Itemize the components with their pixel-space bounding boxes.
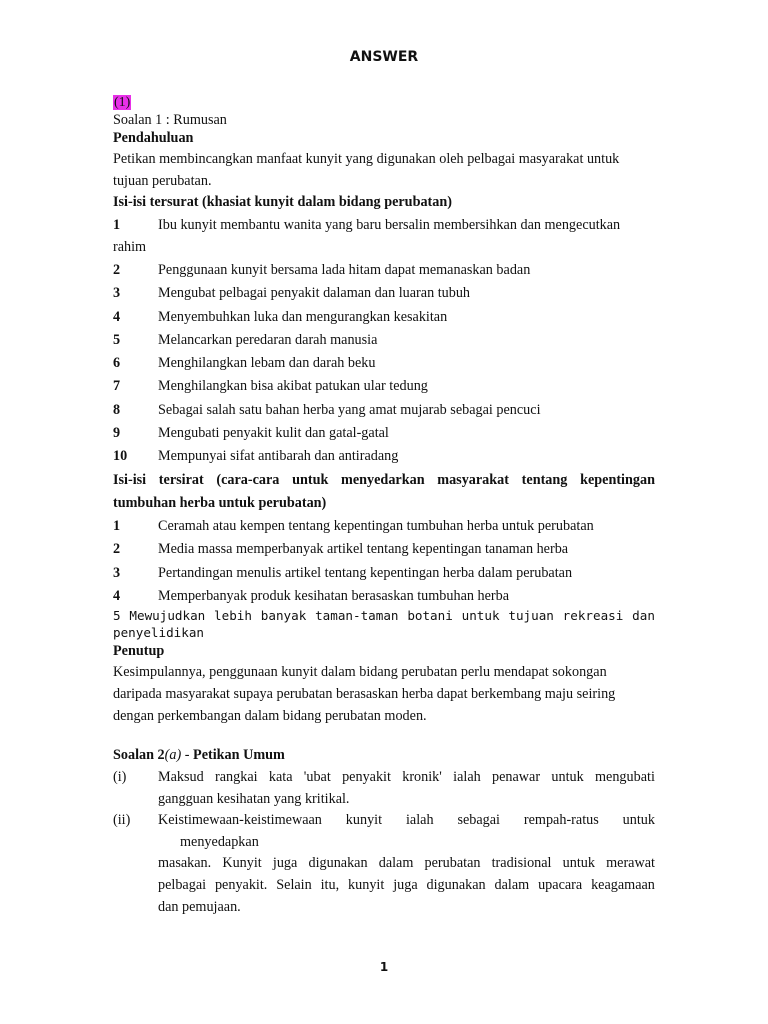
- tersirat-item-text: Memperbanyak produk kesihatan berasaskan tumbuhan herba: [158, 588, 510, 604]
- soalan1-heading: Soalan 1 : Rumusan: [113, 112, 227, 128]
- ans-i-1-word: rangkai: [215, 769, 258, 785]
- tersurat-item-number: 2: [113, 262, 121, 278]
- ans-ii-4-word: digunakan: [426, 877, 486, 893]
- ans-ii-4-word: juga: [393, 877, 418, 893]
- tersirat-5-word: dan: [632, 608, 655, 623]
- ans-ii-3-word: Kunyit: [222, 855, 262, 871]
- ans-ii-3-word: tradisional: [491, 855, 552, 871]
- page-title: ANSWER: [349, 49, 419, 65]
- ans-i-1-word: 'ubat: [303, 769, 331, 785]
- tersurat-item-number: 5: [113, 332, 121, 348]
- tersirat-item-text: Ceramah atau kempen tentang kepentingan tumbuhan herba untuk perubatan: [158, 518, 594, 534]
- answer-ii-line-3: [158, 852, 655, 874]
- ans-i-1-word: penawar: [492, 769, 541, 785]
- ans-ii-3-word: digunakan: [308, 855, 368, 871]
- ans-ii-3-word: juga: [272, 855, 298, 871]
- intro-line-2: tujuan perubatan.: [113, 173, 212, 189]
- penutup-line-3: dengan perkembangan dalam bidang perubatan moden.: [113, 708, 427, 724]
- tersirat-5-word: taman-taman: [315, 608, 399, 623]
- answer-ii-line-5: dan pemujaan.: [158, 899, 241, 915]
- soalan2-heading-title: Petikan Umum: [193, 747, 285, 763]
- ans-ii-4-word: kunyit: [348, 877, 385, 893]
- tersirat-h1-word: untuk: [292, 472, 329, 488]
- tersurat-item-number: 8: [113, 402, 121, 418]
- ans-i-1-word: kronik': [402, 769, 442, 785]
- ans-ii-1-word: rempah-ratus: [523, 812, 599, 828]
- tersurat-item-text: Penggunaan kunyit bersama lada hitam dapat memanaskan badan: [158, 262, 531, 278]
- ans-ii-1-word: Keistimewaan-keistimewaan: [158, 812, 322, 828]
- tersirat-5-word: untuk: [461, 608, 500, 623]
- ans-ii-1-word: sebagai: [457, 812, 500, 828]
- ans-ii-3-word: merawat: [606, 855, 655, 871]
- ans-i-1-word: ialah: [453, 769, 481, 785]
- penutup-heading: Penutup: [113, 643, 165, 659]
- ans-ii-3-word: dalam: [378, 855, 414, 871]
- penutup-line-1: Kesimpulannya, penggunaan kunyit dalam bidang perubatan perlu mendapat sokongan: [113, 664, 607, 680]
- penutup-line-2: daripada masyarakat supaya perubatan berasaskan herba dapat berkembang maju seiring: [113, 686, 616, 702]
- tersirat-item-number: 2: [113, 541, 121, 557]
- soalan2-heading-part: (a): [164, 747, 182, 763]
- tersirat-5-word: botani: [407, 608, 453, 623]
- ans-ii-3-word: untuk: [562, 855, 595, 871]
- tersurat-item-text: Melancarkan peredaran darah manusia: [158, 332, 378, 348]
- tersurat-item-number: 6: [113, 355, 121, 371]
- tersurat-item-text: Mengubat pelbagai penyakit dalaman dan luaran tubuh: [158, 285, 471, 301]
- tersirat-item-number: 4: [113, 588, 121, 604]
- tersurat-item-number: 10: [113, 448, 128, 464]
- tersurat-heading: Isi-isi tersurat (khasiat kunyit dalam bidang perubatan): [113, 194, 452, 210]
- tersirat-h1-word: kepentingan: [580, 472, 655, 488]
- ans-i-1-word: untuk: [551, 769, 584, 785]
- tersirat-5-word: rekreasi: [562, 608, 624, 623]
- page-number: 1: [379, 960, 389, 974]
- answer-ii-line-4: [158, 874, 655, 896]
- tersirat-h1-word: tersirat: [158, 472, 204, 488]
- ans-i-1-word: kata: [268, 769, 293, 785]
- tersirat-h1-word: (cara-cara: [216, 472, 280, 488]
- tersirat-5-word: tujuan: [508, 608, 554, 623]
- ans-ii-4-word: Selain: [276, 877, 312, 893]
- intro-line-1: Petikan membincangkan manfaat kunyit yang digunakan oleh pelbagai masyarakat untuk: [113, 151, 620, 167]
- tersurat-1-cont: rahim: [113, 239, 147, 255]
- tersirat-item-number: 3: [113, 565, 121, 581]
- tersurat-item-text: Mengubati penyakit kulit dan gatal-gatal: [158, 425, 389, 441]
- ans-ii-4-word: keagamaan: [591, 877, 655, 893]
- tersirat-5-word: banyak: [260, 608, 307, 623]
- tersirat-item-text: Media massa memperbanyak artikel tentang kepentingan tanaman herba: [158, 541, 569, 557]
- ans-ii-1-word: ialah: [405, 812, 434, 828]
- ans-i-1-word: mengubati: [595, 769, 655, 785]
- tersurat-item-text: Menghilangkan bisa akibat patukan ular tedung: [158, 378, 428, 394]
- ans-ii-4-word: pelbagai: [158, 877, 207, 893]
- ans-ii-3-word: perubatan: [424, 855, 481, 871]
- tersirat-5-line-2: penyelidikan: [113, 625, 204, 640]
- ans-i-1-word: Maksud: [158, 769, 204, 785]
- soalan2-heading-label: Soalan 2: [113, 747, 165, 763]
- answer-ii-line-2: menyedapkan: [180, 834, 259, 850]
- ans-ii-4-word: upacara: [538, 877, 583, 893]
- tersirat-5-word: lebih: [214, 608, 252, 623]
- tersurat-item-number: 1: [113, 217, 121, 233]
- ans-ii-4-word: itu,: [320, 877, 340, 893]
- tersurat-item-text: Mempunyai sifat antibarah dan antiradang: [158, 448, 399, 464]
- tersirat-item-number: 1: [113, 518, 121, 534]
- soalan2-heading-sep: -: [181, 747, 194, 763]
- tersirat-heading-line-2: tumbuhan herba untuk perubatan): [113, 495, 327, 511]
- ans-ii-3-word: masakan.: [158, 855, 212, 871]
- ans-ii-4-word: dalam: [494, 877, 530, 893]
- tersurat-item-text: Sebagai salah satu bahan herba yang amat mujarab sebagai pencuci: [158, 402, 541, 418]
- answer-i-label: (i): [113, 769, 127, 785]
- tersirat-h1-word: menyedarkan: [341, 472, 425, 488]
- tersirat-item-text: Pertandingan menulis artikel tentang kepentingan herba dalam perubatan: [158, 565, 573, 581]
- answer-i-line-1: [158, 766, 655, 788]
- tersurat-item-number: 4: [113, 309, 121, 325]
- tersurat-item-text: Menghilangkan lebam dan darah beku: [158, 355, 376, 371]
- ans-i-1-word: penyakit: [342, 769, 391, 785]
- soalan2-heading: [113, 744, 655, 766]
- ans-ii-4-word: penyakit.: [214, 877, 268, 893]
- ans-ii-1-word: untuk: [622, 812, 655, 828]
- answer-i-line-2: gangguan kesihatan yang kritikal.: [158, 791, 350, 807]
- answer-ii-label: (ii): [113, 812, 131, 828]
- tersirat-5-word: 5: [113, 608, 121, 623]
- tersirat-heading-line-1: [113, 469, 655, 491]
- tersurat-item-text: Menyembuhkan luka dan mengurangkan kesakitan: [158, 309, 448, 325]
- tersurat-item-text: Ibu kunyit membantu wanita yang baru bersalin membersihkan dan mengecutkan: [158, 217, 621, 233]
- tersurat-item-number: 3: [113, 285, 121, 301]
- highlight-marker: (1): [114, 95, 131, 110]
- answer-ii-line-1: [158, 809, 655, 831]
- tersirat-h1-word: masyarakat: [437, 472, 509, 488]
- tersirat-5-word: Mewujudkan: [129, 608, 206, 623]
- tersurat-item-number: 7: [113, 378, 121, 394]
- tersirat-h1-word: Isi-isi: [113, 472, 147, 488]
- tersirat-h1-word: tentang: [521, 472, 568, 488]
- intro-heading: Pendahuluan: [113, 130, 194, 146]
- ans-ii-1-word: kunyit: [345, 812, 383, 828]
- tersurat-item-number: 9: [113, 425, 121, 441]
